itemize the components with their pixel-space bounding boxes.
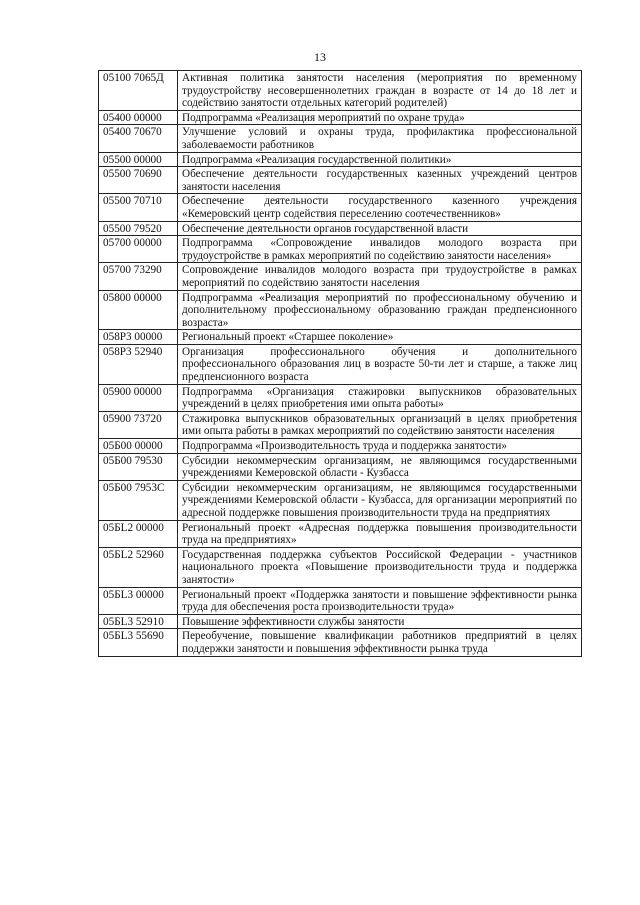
row-code: 05500 70690 bbox=[99, 167, 178, 194]
table-row bbox=[99, 439, 582, 454]
row-description: Обеспечение деятельности государственного казенного учреждения «Кемеровский центр содействия переселению соотечественников» bbox=[178, 194, 582, 221]
code-table-body bbox=[99, 71, 582, 657]
row-description: Субсидии некоммерческим организациям, не являющимся государственными учреждениями Кемеровской области - Кузбасса bbox=[178, 453, 582, 480]
row-description: Региональный проект «Старшее поколение» bbox=[178, 330, 582, 345]
page-number: 13 bbox=[314, 50, 326, 64]
row-description: Подпрограмма «Реализация государственной политики» bbox=[178, 152, 582, 167]
row-description: Региональный проект «Поддержка занятости и повышение эффективности рынка труда для обеспечения роста производительности труда» bbox=[178, 587, 582, 614]
table-row bbox=[99, 125, 582, 152]
row-code: 05БL3 00000 bbox=[99, 587, 178, 614]
table-row bbox=[99, 520, 582, 547]
table-row bbox=[99, 152, 582, 167]
table-row bbox=[99, 547, 582, 587]
table-row bbox=[99, 344, 582, 384]
row-code: 05Б00 00000 bbox=[99, 439, 178, 454]
row-description: Стажировка выпускников образовательных организаций в целях приобретения ими опыта работы в рамках мероприятий по содействию занятости населения bbox=[178, 411, 582, 438]
table-row bbox=[99, 194, 582, 221]
row-code: 05БL3 52910 bbox=[99, 614, 178, 629]
table-row bbox=[99, 167, 582, 194]
row-code: 05700 00000 bbox=[99, 236, 178, 263]
row-description: Организация профессионального обучения и дополнительного профессионального образования лиц в возрасте 50-ти лет и старше, а также лиц предпенсионного возраста bbox=[178, 344, 582, 384]
table-row bbox=[99, 330, 582, 345]
row-description: Подпрограмма «Реализация мероприятий по профессиональному обучению и дополнительному профессиональному образованию граждан предпенсионного возраста» bbox=[178, 290, 582, 330]
table-row bbox=[99, 453, 582, 480]
table-row bbox=[99, 263, 582, 290]
table-row bbox=[99, 236, 582, 263]
row-description: Сопровождение инвалидов молодого возраста при трудоустройстве в рамках мероприятий по содействию занятости населения bbox=[178, 263, 582, 290]
row-code: 05БL2 52960 bbox=[99, 547, 178, 587]
row-code: 05Б00 7953С bbox=[99, 480, 178, 520]
table-row bbox=[99, 221, 582, 236]
row-description: Государственная поддержка субъектов Российской Федерации - участников национального проекта «Повышение производительности труда и поддержка занятости» bbox=[178, 547, 582, 587]
row-description: Обеспечение деятельности государственных казенных учреждений центров занятости населения bbox=[178, 167, 582, 194]
row-description: Активная политика занятости населения (мероприятия по временному трудоустройству несовершеннолетних граждан в возрасте от 14 до 18 лет и содействию занятости отдельных категорий родителей) bbox=[178, 71, 582, 111]
row-description: Повышение эффективности службы занятости bbox=[178, 614, 582, 629]
row-description: Подпрограмма «Сопровождение инвалидов молодого возраста при трудоустройстве в рамках мероприятий по содействию занятости населения» bbox=[178, 236, 582, 263]
row-code: 05100 7065Д bbox=[99, 71, 178, 111]
table-row bbox=[99, 110, 582, 125]
row-code: 058Р3 52940 bbox=[99, 344, 178, 384]
row-description: Улучшение условий и охраны труда, профилактика профессиональной заболеваемости работников bbox=[178, 125, 582, 152]
row-code: 05БL2 00000 bbox=[99, 520, 178, 547]
row-code: 05500 00000 bbox=[99, 152, 178, 167]
table-row bbox=[99, 587, 582, 614]
row-code: 05БL3 55690 bbox=[99, 629, 178, 656]
row-code: 058Р3 00000 bbox=[99, 330, 178, 345]
table-row bbox=[99, 290, 582, 330]
row-code: 05Б00 79530 bbox=[99, 453, 178, 480]
row-code: 05700 73290 bbox=[99, 263, 178, 290]
row-description: Подпрограмма «Реализация мероприятий по охране труда» bbox=[178, 110, 582, 125]
row-description: Подпрограмма «Организация стажировки выпускников образовательных учреждений в целях приобретения ими опыта работы» bbox=[178, 384, 582, 411]
row-code: 05800 00000 bbox=[99, 290, 178, 330]
row-code: 05500 79520 bbox=[99, 221, 178, 236]
row-description: Подпрограмма «Производительность труда и поддержка занятости» bbox=[178, 439, 582, 454]
row-code: 05400 00000 bbox=[99, 110, 178, 125]
row-code: 05900 73720 bbox=[99, 411, 178, 438]
table-row bbox=[99, 71, 582, 111]
row-code: 05500 70710 bbox=[99, 194, 178, 221]
row-code: 05400 70670 bbox=[99, 125, 178, 152]
budget-code-table bbox=[98, 70, 582, 657]
table-row bbox=[99, 480, 582, 520]
row-description: Региональный проект «Адресная поддержка повышения производительности труда на предприятиях» bbox=[178, 520, 582, 547]
row-description: Переобучение, повышение квалификации работников предприятий в целях поддержки занятости и повышения эффективности рынка труда bbox=[178, 629, 582, 656]
table-row bbox=[99, 411, 582, 438]
table-row bbox=[99, 629, 582, 656]
table-row bbox=[99, 614, 582, 629]
row-code: 05900 00000 bbox=[99, 384, 178, 411]
row-description: Субсидии некоммерческим организациям, не являющимся государственными учреждениями Кемеровской области - Кузбасса, для организации мероприятий по адресной поддержке повышения производительности труда на предприятиях bbox=[178, 480, 582, 520]
row-description: Обеспечение деятельности органов государственной власти bbox=[178, 221, 582, 236]
table-row bbox=[99, 384, 582, 411]
